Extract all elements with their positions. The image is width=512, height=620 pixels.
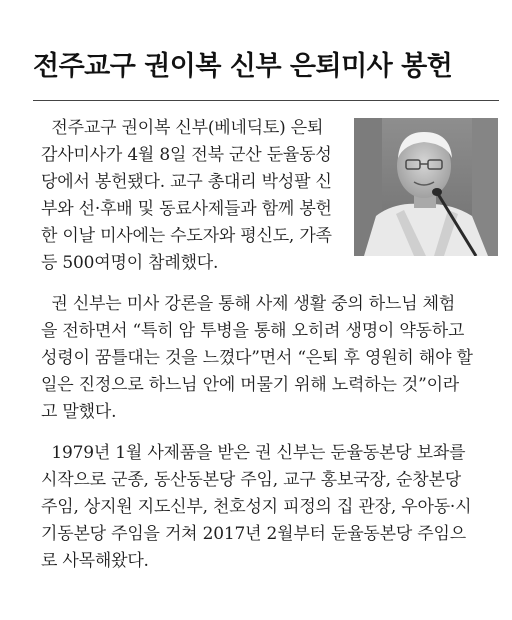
body-line: 주임, 상지원 지도신부, 천호성지 피정의 집 관장, 우아동·시	[41, 497, 472, 517]
headline-divider	[33, 100, 499, 101]
headline: 전주교구 권이복 신부 은퇴미사 봉헌	[33, 51, 453, 82]
body-line: 시작으로 군종, 동산동본당 주임, 교구 홍보국장, 순창본당	[41, 470, 461, 490]
body-line: 로 사목해왔다.	[41, 551, 149, 571]
portrait-photo	[354, 118, 498, 256]
body-line: 일은 진정으로 하느님 안에 머물기 위해 노력하는 것”이라	[41, 375, 460, 395]
body-line: 성령이 꿈틀대는 것을 느꼈다”면서 “은퇴 후 영원히 해야 할	[41, 348, 473, 368]
body-line: 권 신부는 미사 강론을 통해 사제 생활 중의 하느님 체험	[41, 294, 456, 314]
body-line: 기동본당 주임을 거쳐 2017년 2월부터 둔율동본당 주임으	[41, 524, 466, 544]
body-line: 을 전하면서 “특히 암 투병을 통해 오히려 생명이 약동하고	[41, 321, 465, 341]
body-line: 고 말했다.	[41, 402, 117, 422]
body-line: 등 500여명이 참례했다.	[41, 253, 219, 273]
body-line: 전주교구 권이복 신부(베네딕토) 은퇴	[41, 118, 324, 138]
body-line: 당에서 봉헌됐다. 교구 총대리 박성팔 신	[41, 172, 332, 192]
body-line: 한 이날 미사에는 수도자와 평신도, 가족	[41, 226, 332, 246]
body-line: 1979년 1월 사제품을 받은 권 신부는 둔율동본당 보좌를	[41, 443, 466, 463]
portrait-photo-graphic	[354, 118, 498, 256]
body-line: 부와 선·후배 및 동료사제들과 함께 봉헌	[41, 199, 332, 219]
body-line: 감사미사가 4월 8일 전북 군산 둔율동성	[41, 145, 332, 165]
